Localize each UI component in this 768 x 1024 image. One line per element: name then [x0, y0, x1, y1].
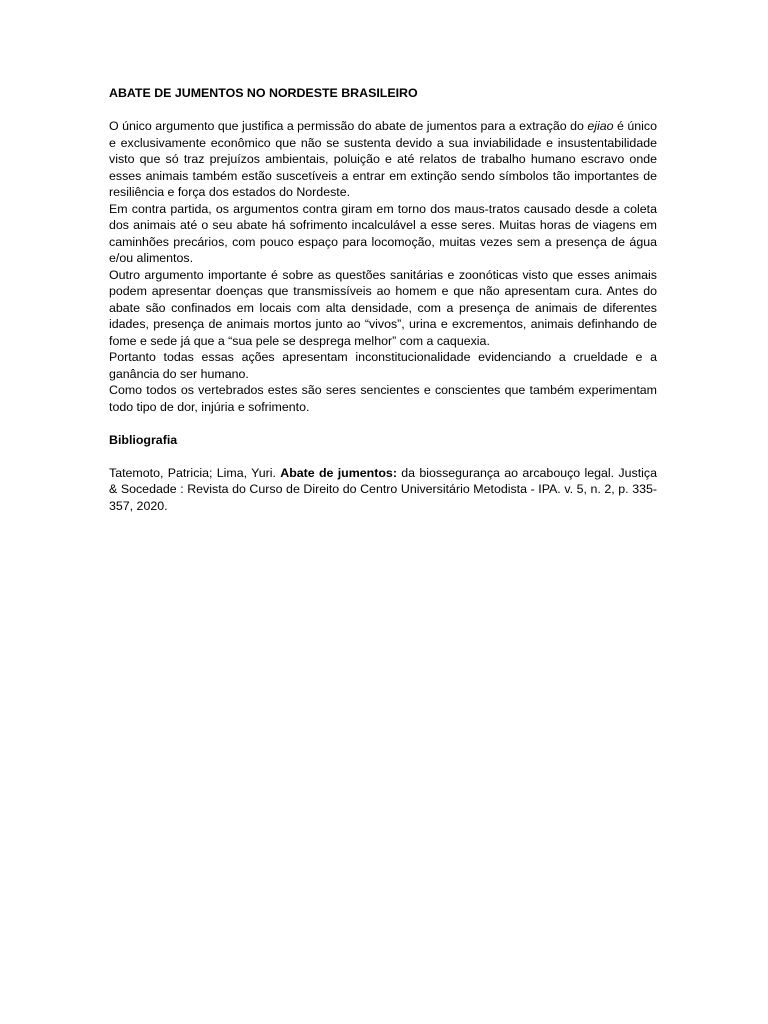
- bibliography-heading: Bibliografia: [109, 432, 178, 447]
- paragraph-5: Como todos os vertebrados estes são seres sencientes e conscientes que também experimentam todo tipo de dor, injúria e sofrimento.: [109, 383, 657, 414]
- ejiao-term: ejiao: [587, 119, 614, 133]
- paragraph-1-text-start: O único argumento que justifica a permissão do abate de jumentos para a extração do: [109, 119, 588, 133]
- bibliography-reference: [109, 465, 657, 515]
- paragraph-3: Outro argumento importante é sobre as questões sanitárias e zoonóticas visto que esses animais podem apresentar doenças que transmissíveis ao homem e que não apresentam cura. Antes do abate são confinados em locais com alta densidade, com a presença de animais de diferentes idades, presença de animais mortos junto ao “vivos”, urina e excrementos, animais definhando de fome e sede já que a “sua pele se desprega melhor” com a caquexia.: [109, 267, 657, 348]
- document-title: ABATE DE JUMENTOS NO NORDESTE BRASILEIRO: [109, 86, 418, 100]
- reference-authors: Tatemoto, Patricia; Lima, Yuri.: [109, 465, 281, 480]
- paragraph-2: Em contra partida, os argumentos contra giram em torno dos maus-tratos causado desde a coleta dos animais até o seu abate há sofrimento incalculável a esse seres. Muitas horas de viagens em caminhões precários, com pouco espaço para locomoção, muitas vezes sem a presença de água e/ou alimentos.: [109, 201, 657, 265]
- paragraph-1-text-end: é único e exclusivamente econômico que não se sustenta devido a sua inviabilidade e insustentabilidade visto que só traz prejuízos ambientais, poluição e até relatos de trabalho humano escravo onde esses animais também estão suscetíveis a entrar em extinção sendo símbolos tão importantes de resiliência e força dos estados do Nordeste.: [109, 119, 657, 199]
- paragraph-4: Portanto todas essas ações apresentam inconstitucionalidade evidenciando a crueldade e a ganância do ser humano.: [109, 350, 657, 381]
- reference-title: Abate de jumentos:: [280, 465, 397, 480]
- paragraph-1: [109, 118, 657, 201]
- reference-details: da biossegurança ao arcabouço legal. Justiça & Socedade : Revista do Curso de Direito do Centro Universitário Metodista - IPA. v. 5, n. 2, p. 335-357, 2020.: [109, 465, 657, 513]
- document-page: [109, 85, 657, 514]
